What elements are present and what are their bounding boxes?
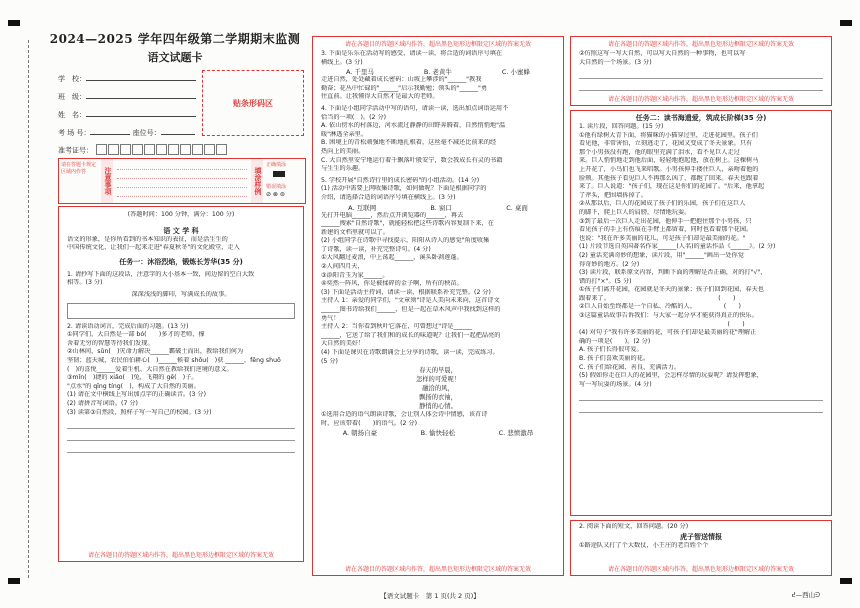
answer-line[interactable]: [579, 81, 823, 91]
answer-panel-col1: [58, 206, 304, 562]
notes-label: 注意事项: [101, 159, 113, 203]
fill-sample-label: 填涂样例: [251, 159, 263, 203]
binding-line: [28, 40, 29, 578]
q5-sub2-cont: 了诗歌，读一读，补充完整诗句。(4 分): [321, 245, 431, 253]
page-footer: 【语文试题卡 第 1 页(共 2 页)】: [380, 592, 480, 600]
registration-mark: [840, 578, 852, 584]
q5-host-line: ______图书诗给我们______，但是一起在草木风声中我找到这样的: [321, 306, 501, 314]
q5-line: 新建的文档里就可以了。: [321, 228, 390, 236]
notes-small-text: 请在答题卡规定区域内作答: [61, 162, 97, 175]
q3-line: 勤奋；花丛中忙碌的"______"启示我勤勉；领头的"______"勇: [321, 84, 488, 92]
passage-line: 来。巨人悄悄地走到他后面，轻轻地抱起他，放在树上。这棵树马: [579, 157, 759, 165]
poem-line: 飘扬的衣袖，: [419, 394, 457, 402]
t2-sub: B. 孩子们喜欢美丽的花。: [579, 355, 650, 363]
q4-option: C. 大自然里安宁地运行着千飘落叶般安宁，数会我成长有灵的书籍: [321, 156, 503, 164]
q2-sub: (1) 请在文中横线上写出加点字的正确读音。(3 分): [67, 391, 207, 399]
q5-host-line: 主持人 2：当你看到秋叶它落在，可曾想过"诗是______: [321, 323, 473, 331]
poem-line: 怎样的可爱呢！: [415, 376, 461, 384]
passage-line: ①他有绿树大青下面，将猫咪的小猫穿过里，走进花园里。孩子们: [579, 131, 758, 139]
task2-title: 任务二：读书海遗爱，筑成长阶梯(35 分): [635, 114, 767, 122]
q2-sub: (3) 读第③自然段，照样子写一写自己的校园。(3 分): [67, 408, 212, 416]
t2-sub: ①孩子们离开花园，花园就是冬天的景象；孩子们回到花园，春天也: [579, 286, 764, 294]
q2-line: ( )的喜悦______爱着生机、大自然在教给我们逆境的意义。: [67, 365, 233, 373]
correct-fill-label: 正确填涂: [266, 162, 287, 168]
border-warning: 请在各题目的答题区域内作答，超出黑色矩形边框限定区域的答案无效: [344, 41, 531, 48]
notes-body: [117, 163, 247, 197]
q5-sub2: (2) 小组同学在诗歌中寻找提示，阳阳从诗人的感觉"角度收集: [321, 237, 490, 245]
column-1: [40, 30, 310, 578]
q5-poem-line: ②人间四月天，: [321, 263, 364, 271]
answer-line[interactable]: [67, 419, 295, 429]
q4-option: B. 困境上的青松顽强地不断地扎根着，这丝毫不减还比前来的经: [321, 139, 497, 147]
answer-line[interactable]: [579, 403, 823, 413]
t2-sub: ②巨人自始至终都是一个自私、冷酷的人。 ( ): [579, 303, 741, 311]
t2-sub: 错的打"×"。(5 分): [579, 277, 632, 285]
q2-title: 2. 请读语动词言，完成后面的习题。(13 分): [67, 322, 189, 330]
passage-line: 也说："我在许多美丽的花儿，可是孩子们却是最美丽的花。": [579, 234, 746, 242]
border-warning: 请在各题目的答题区域内作答，超出黑色矩形边框限定区域的答案无效: [607, 96, 794, 103]
passage-line: 脸颊。其他孩子看见巨人不再那么凶了，都跑了回来。春天也跟着: [579, 174, 759, 182]
story-title: 虎子智送情报: [680, 532, 722, 541]
passage-line: ③到了最后一次巨人走出花园，他伸手一把抱住那个小男孩，只: [579, 217, 752, 225]
q3-title: 3. 下面是乐乐在活动写的感受，请读一读，将合适的词语序号填在: [321, 50, 503, 57]
t2-sub: C. 孩子们给花园、善良、充满活力。: [579, 363, 681, 371]
passage-line: 了斧头，把围墙拆掉了。: [579, 191, 648, 199]
answer-line[interactable]: [579, 69, 823, 79]
name-field[interactable]: 姓 名：: [58, 110, 196, 120]
t2-sub: 写一写玩耍的场景。(4 分): [579, 380, 652, 388]
intro-heading: 语 文 学 科: [163, 226, 199, 235]
q4-option: 热向上的美丽。: [321, 147, 365, 155]
task1-title: 任务一：沐浴烈焰，锻炼长芳华(35 分): [119, 257, 243, 266]
answer-line[interactable]: [67, 443, 295, 453]
passage-line: 那个小男孩没有跑，他的眼里充满了泪水，看不见巨人走过: [579, 148, 740, 156]
answer-panel-col3-top: [570, 36, 832, 106]
correct-fill-icon: [273, 171, 285, 177]
q2-line: ②山林间，sǔn( )灾命力解决______霸破土而出，教给我们何为: [67, 348, 244, 356]
class-field[interactable]: 班 级：: [58, 92, 196, 102]
q5c-line: 大自然的一个场景。(3 分): [579, 58, 652, 66]
t2-sub: A. 孩子们长得很可爱。: [579, 346, 643, 354]
t2-sub: (1) 片段节选自英国著名作家______(人名)的童话作品《______》。(2 分): [579, 243, 776, 251]
border-warning: 请在各题目的答题区域内作答，超出黑色矩形边框限定区域的答案无效: [87, 552, 274, 559]
q4-title: 4. 下面是小组同学活动中写的语句，请读一读，选出加点词语运用不: [321, 104, 509, 112]
admission-number-field[interactable]: 准考证号：: [58, 144, 227, 157]
t2-sub: 得奇妙的地方。(2 分): [579, 260, 640, 268]
registration-mark: [840, 20, 852, 26]
exam-subtitle: 语文试题卡: [147, 51, 203, 64]
q1-prompt: 1. 请抄写下面的这段话，注意字的大小基本一致，间边留的空白大致: [67, 270, 255, 278]
poem-line: 静悄的心情。: [419, 403, 457, 411]
registration-mark: [8, 578, 20, 584]
passage-line: 来了。巨人说道："孩子们，现在这是你们的花园了。"后来，他拿起: [579, 183, 765, 191]
notes-box: [58, 158, 306, 204]
q2-sub: (2) 请拼音写词语。(7 分): [67, 399, 138, 407]
q5-title: 5. 学校开展"自然诗行里的成长密码"的小组活动。(14 分): [321, 176, 480, 184]
answer-panel-col3-task2: [570, 110, 832, 516]
q5-poem-line: ①大风翻过麦浪，中上荡起______，溪头卧剥莲蓬。: [321, 254, 463, 262]
t2-sub: ③这篇童话故事告诉我们：与大家一起分享才能获得真正的快乐。: [579, 312, 758, 320]
t2-sub: 跟着来了。 ( ): [579, 294, 736, 302]
q5-line: ______搜索"自然诗歌"，就能轻松把这些诗歌内容复制下来，在: [321, 220, 494, 228]
q5-sub4-cont: (5 分): [321, 357, 338, 365]
q2-line: ③mǐn( )捷的 xiǎo( )兔，飞翔的 gē( )子。: [67, 374, 198, 382]
q3-title-cont: 横线上。(3 分): [321, 58, 363, 66]
border-warning: 请在各题目的答题区域内作答，超出黑色矩形边框限定区域的答案无效: [607, 41, 794, 48]
passage-line: 看见孩子的手上有伤痕在手臂上都留着，同时也看着那个花园。: [579, 226, 753, 234]
time-note: (答题时间：100 分钟，满分：100 分): [127, 211, 235, 218]
wrong-fill-label: 错误填涂: [266, 184, 287, 190]
q5-host-line: ______，它送了给了我们和的成长的味道呢？让我们一起把晶亮的: [321, 331, 501, 339]
story-line: ①路途队又打了个大数仗，小王庄的老百姓个个: [579, 541, 709, 549]
passage-line: ②从那以后，巨人的花园成了孩子们的乐园，孩子们在这巨人: [579, 200, 746, 208]
q5-host-line: 勇气！: [321, 314, 340, 322]
q2-line: 舍着无穷的智慧等待我们发现。: [67, 339, 154, 347]
q3-line: 往直前。让我懂得大自然才是最大的老师。: [321, 93, 439, 101]
q4-option: A. 依山傍水的村落边，河水流过静静的田野奔腾着，自然悄悄地"温: [321, 122, 506, 130]
q1-writing-box[interactable]: [67, 303, 295, 319]
border-warning: 请在各题目的答题区域内作答，超出黑色矩形边框限定区域的答案无效: [344, 566, 531, 573]
q1-copy-text: 深深浅浅的脚印，写满成长的故事。: [131, 290, 231, 298]
q5-sub1: (1) 活动中需要上网收集诗歌，如何做呢？下面是根据同学的: [321, 185, 487, 193]
wrong-fill-icon: ⊘ ⊗ ⊜: [266, 191, 285, 198]
q5-host-line: 大自然的美好！: [321, 340, 365, 348]
q5-sub4: (4) 下面是课贝在诗歌朗诵会上分享的诗歌，读一读，完成练习。: [321, 349, 499, 356]
q4-title-cont: 恰当的一项( )。(2 分): [321, 113, 387, 121]
q5-poem-line: ④奕然一阵风，你是被揉碎的金子啊，所有的秧苗。: [321, 280, 463, 288]
q5-poem-line: ③添阳青玉为家______。: [321, 271, 389, 279]
exam-title: 2024—2025 学年四年级第二学期期末监测: [49, 32, 301, 46]
t2-sub: ( ): [579, 320, 745, 328]
passage-line: 的脚下，爬上巨人的肩膀，尽情地玩耍。: [579, 208, 691, 216]
passage-line: 看见他，非常害怕，立刻逃走了，花园又变成了冬天景象。只有: [579, 140, 753, 148]
school-field[interactable]: 学 校：: [58, 74, 196, 84]
q5-sub5: ①选用合适的语气朗读诗歌，会让别人体会诗中情感，该首诗: [321, 411, 488, 419]
q5c-line: ②仿照这写一写大自然，可以写大自然的一种事物，也可以写: [579, 50, 746, 57]
passage-line: 上开花了，小鸟们也飞来唱歌。小男孩伸手搂住巨人，亲吻着他的: [579, 165, 759, 173]
intro-line: 语文的形象，是你所看到的书本知识的表征，而是活生生的: [67, 235, 228, 243]
t2-sub: (3) 读片段，联系原文内容，判断下面的理解是否正确，对的打"√"，: [579, 269, 767, 277]
q5-sub3: (3) 下面是活动主持词，请读一读，根据联系补充完整。(2 分): [321, 288, 491, 296]
q2-line: 坚韧；蓝天城，农民伯伯耕心( )______候着 shōu( )获 ______，fēng shuō: [67, 356, 281, 364]
t2-sub: 确的一项是( )。(2 分): [579, 337, 651, 345]
t2-q2: 2. 阅读下面的短文，回答问题。(20 分): [579, 523, 689, 530]
answer-line[interactable]: [67, 431, 295, 441]
q4-option: 与生生的乐趣。: [321, 165, 365, 173]
t2-sub: (4) 对句子"我有许多美丽的花，可孩子们却是最美丽的花"理解正: [579, 329, 757, 337]
answer-panel-col2: [312, 36, 564, 576]
q1-prompt-cont: 相等。(3 分): [67, 279, 103, 287]
q3-options: A. 千里马 B. 老黄牛 C. 小蜜蜂: [345, 68, 531, 77]
q5-tone-options: A. 朝扬自豪 B. 愉快轻松 C. 悲愤激昂: [342, 429, 534, 438]
footer-code: ᕍ—西山ᕭ: [791, 591, 820, 599]
barcode-area: 贴条形码区: [202, 70, 304, 136]
q4-option: 暖"淋透全亲里。: [321, 130, 368, 138]
t2-sub: (5) 假如你走在巨人的花园里，会怎样尽情的玩耍呢？请发挥想象，: [579, 372, 763, 380]
border-warning: 请在各题目的答题区域内作答，超出黑色矩形边框限定区域的答案无效: [607, 566, 794, 573]
q5-host-line: 主持人 1：亲爱的同学们，"文章须"诗是人美向未来向，这首诗文: [321, 297, 500, 305]
poem-line: 融洽的风，: [422, 385, 454, 393]
exam-room-field[interactable]: 考 场 号： 座位号：: [58, 128, 195, 138]
intro-line: 中国传统文化，让我们一起来走进"春夏秋冬"的文化殿堂，走入: [67, 244, 240, 252]
q2-line: ①同学们，大自然是一部 bó( )多才的老师，撑: [67, 331, 205, 339]
answer-line[interactable]: [579, 391, 823, 401]
q5-options: A. 互联网 B. 窗口 C. 桌面: [348, 203, 528, 212]
t2-sub: (2) 童话充满奇妙的想象，读片段，用"______"画出一处你觉: [579, 251, 744, 259]
poem-line: 春天的早晨，: [419, 367, 457, 375]
registration-mark: [8, 20, 20, 26]
q5-sub5-cont: 时，应该带着( )的语气。(2 分): [321, 419, 417, 427]
q3-line: 走进自然，处处藏着成长密码：山坡上攀涉的"______"教我: [321, 76, 482, 84]
q2-line: "点水"的 qīng tíng( )，构成了大自然的美丽。: [67, 382, 200, 390]
answer-panel-col3-q2: [570, 520, 832, 576]
t2-q1: 1. 读片段，回答问题。(15 分): [579, 123, 664, 130]
q5-sub1-cont: 介绍，请选择合适的词语序号填在横线上。(3 分): [321, 193, 456, 201]
q5-line: 先打开电脑______，然后点开浏览器的______，再去: [321, 211, 464, 219]
